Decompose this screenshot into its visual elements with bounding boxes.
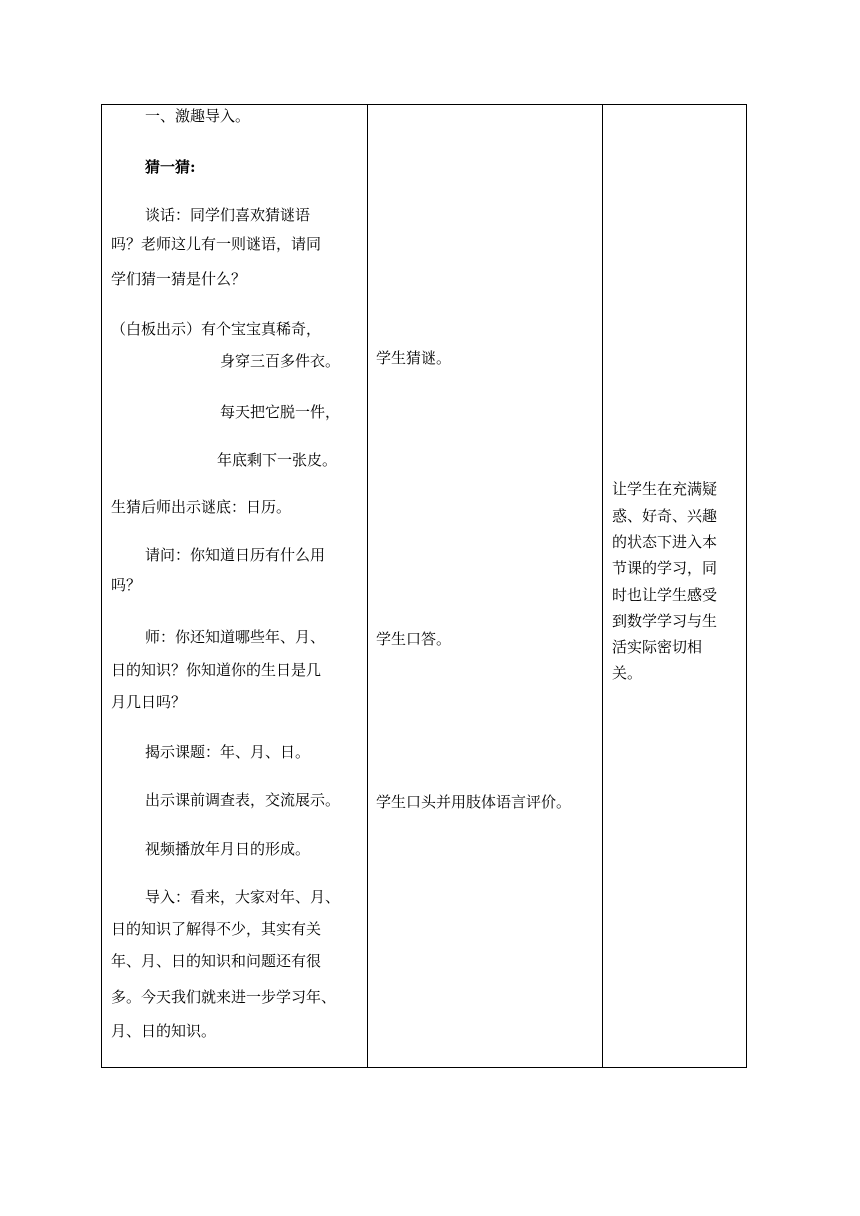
intent-line: 惑、好奇、兴趣 <box>612 507 718 525</box>
intent-line: 关。 <box>612 664 643 682</box>
intent-line: 的状态下进入本 <box>612 533 718 551</box>
intent-line: 节课的学习，同 <box>612 559 718 577</box>
text-line: 月、日的知识。 <box>111 1022 217 1040</box>
text-line: 视频播放年月日的形成。 <box>145 840 311 858</box>
text-line: 日的知识？你知道你的生日是几 <box>111 661 322 679</box>
student-activity-line: 学生口头并用肢体语言评价。 <box>376 793 572 811</box>
column-divider <box>602 105 603 1067</box>
student-activity-line: 学生猜谜。 <box>376 349 452 367</box>
student-activity-line: 学生口答。 <box>376 630 452 648</box>
text-line: 月几日吗？ <box>111 693 187 711</box>
riddle-line: 年底剩下一张皮。 <box>217 451 338 469</box>
intent-line: 时也让学生感受 <box>612 586 718 604</box>
intent-line: 到数学学习与生 <box>612 612 718 630</box>
text-line: 日的知识了解得不少，其实有关 <box>111 920 322 938</box>
text-line: 请问：你知道日历有什么用 <box>145 546 326 564</box>
intent-line: 活实际密切相 <box>612 638 703 656</box>
text-line: 谈话：同学们喜欢猜谜语 <box>145 206 311 224</box>
text-line: 学们猜一猜是什么？ <box>111 270 247 288</box>
text-line: 多。今天我们就来进一步学习年、 <box>111 988 337 1006</box>
text-line: 生猜后师出示谜底：日历。 <box>111 498 292 516</box>
text-line: 师：你还知道哪些年、月、 <box>145 628 326 646</box>
riddle-line: 每天把它脱一件， <box>220 403 341 421</box>
intent-line: 让学生在充满疑 <box>612 480 718 498</box>
text-line: 揭示课题：年、月、日。 <box>145 743 311 761</box>
text-line: 吗？ <box>111 576 142 594</box>
subheading: 猜一猜: <box>145 158 196 176</box>
text-line: 导入：看来，大家对年、月、 <box>145 888 341 906</box>
text-line: 年、月、日的知识和问题还有很 <box>111 952 322 970</box>
text-line: 出示课前调查表，交流展示。 <box>145 791 341 809</box>
riddle-line: 身穿三百多件衣。 <box>220 352 341 370</box>
riddle-line: （白板出示）有个宝宝真稀奇， <box>111 320 322 338</box>
section-heading: 一、激趣导入。 <box>145 107 251 125</box>
text-line: 吗？老师这儿有一则谜语，请同 <box>111 235 322 253</box>
column-divider <box>367 105 368 1067</box>
